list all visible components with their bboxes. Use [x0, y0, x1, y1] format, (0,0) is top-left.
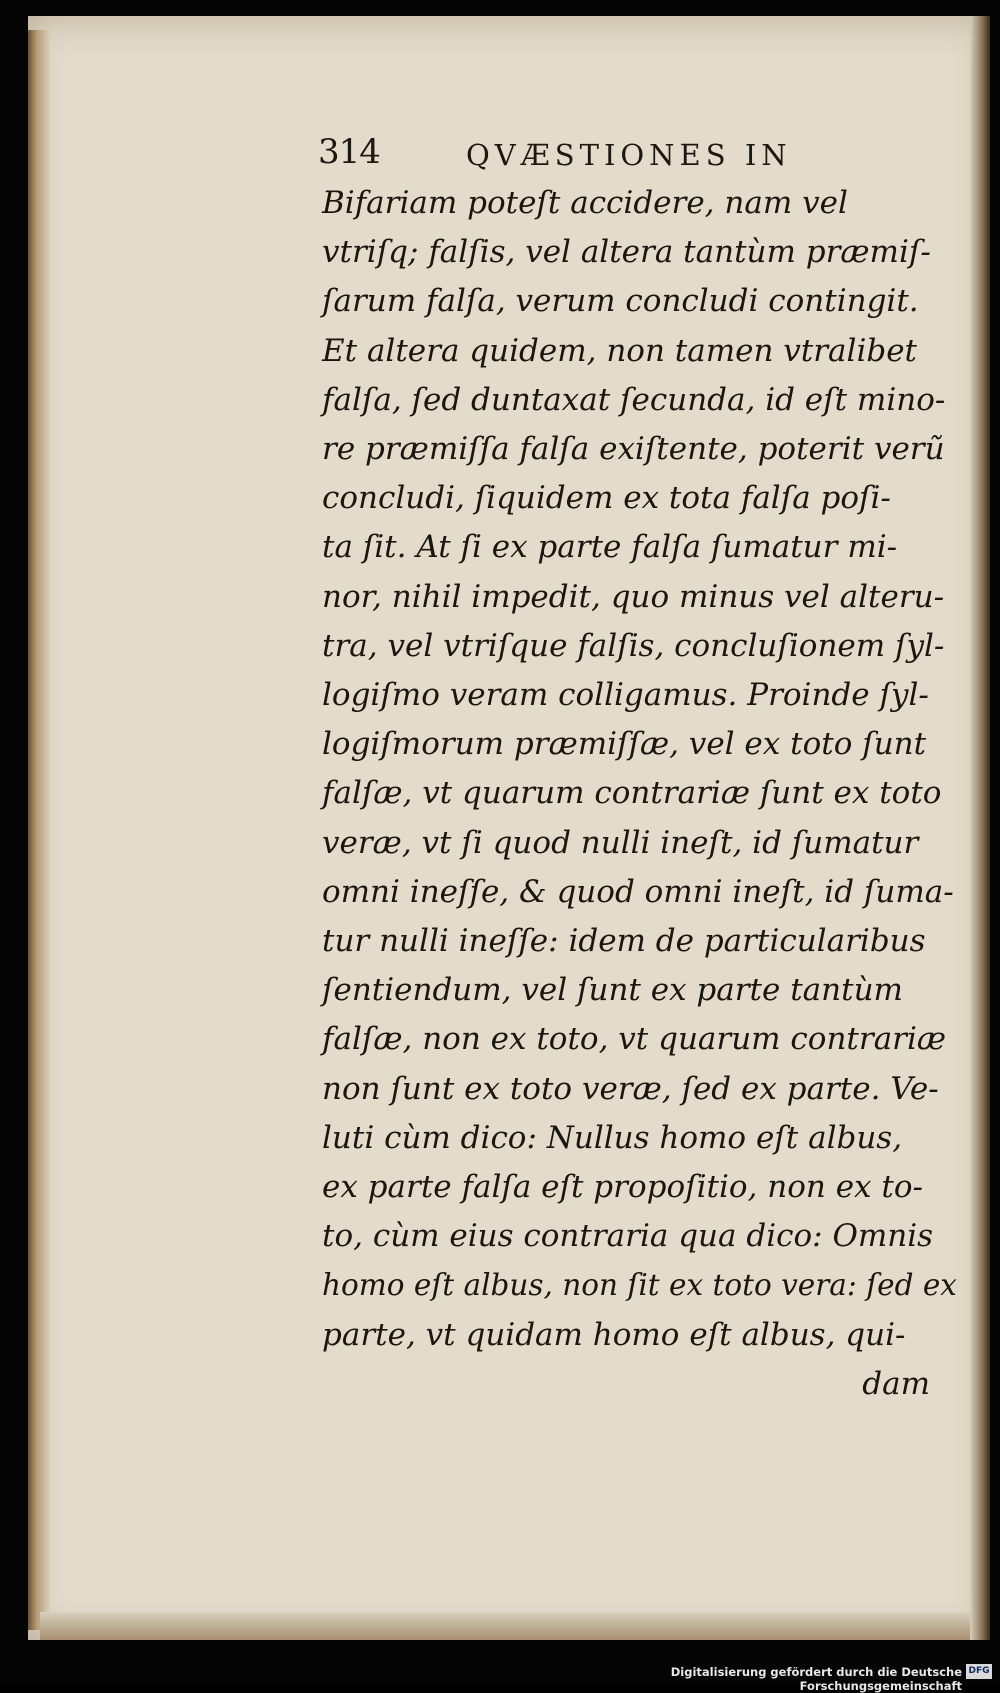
text-line: nor, nihil impedit, quo minus vel alteru- — [322, 578, 945, 615]
text-line: non ſunt ex toto veræ, ſed ex parte. Ve- — [322, 1070, 939, 1107]
text-line: concludi, ſiquidem ex tota falſa poſi- — [322, 480, 891, 517]
text-line: logiſmo veram colligamus. Proinde ſyl- — [322, 677, 929, 713]
running-head: QVÆSTIONES IN — [466, 138, 792, 172]
text-line: to, cùm eius contraria qua dico: Omnis — [322, 1218, 934, 1255]
page-header — [318, 132, 838, 180]
text-line: logiſmorum præmiſſæ, vel ex toto ſunt — [322, 726, 927, 763]
digitization-footer — [560, 1662, 1000, 1693]
text-line: homo eſt albus, non ſit ex toto vera: ſed ex — [322, 1268, 957, 1303]
text-line: luti cùm dico: Nullus homo eſt albus, — [322, 1119, 903, 1156]
text-line: ex parte falſa eſt propoſitio, non ex to- — [322, 1169, 923, 1205]
text-line: ſarum falſa, verum concludi contingit. — [322, 283, 919, 320]
text-line: ſentiendum, vel ſunt ex parte tantùm — [322, 972, 903, 1009]
text-line: Bifariam poteſt accidere, nam vel — [322, 185, 848, 221]
text-line: tur nulli ineſſe: idem de particularibus — [322, 923, 926, 959]
text-line: omni ineſſe, & quod omni ineſt, id ſuma- — [322, 873, 954, 910]
page-edge-left — [28, 30, 50, 1630]
text-body — [322, 178, 972, 1418]
footer-credit: Digitalisierung gefördert durch die Deutsche Forschungsgemeinschaft — [670, 1665, 962, 1693]
text-line: vtriſq; falſis, vel altera tantùm præmiſ- — [322, 234, 931, 271]
text-line: parte, vt quidam homo eſt albus, qui- — [322, 1316, 906, 1353]
page-edge-right — [970, 16, 990, 1640]
text-line: re præmiſſa falſa exiſtente, poterit verũ — [322, 431, 945, 467]
page-edge-bottom — [40, 1612, 985, 1640]
text-line: falſa, ſed duntaxat ſecunda, id eſt mino- — [322, 381, 946, 418]
text-line: tra, vel vtriſque falſis, concluſionem ſyl- — [322, 627, 945, 664]
text-line: ta ſit. At ſi ex parte falſa ſumatur mi- — [322, 529, 898, 566]
text-line: veræ, vt ſi quod nulli ineſt, id ſumatur — [322, 824, 919, 861]
text-line: Et altera quidem, non tamen vtralibet — [322, 332, 918, 369]
text-line: falſæ, vt quarum contrariæ ſunt ex toto — [322, 775, 942, 812]
page-number: 314 — [318, 132, 380, 172]
text-line: dam — [862, 1365, 930, 1402]
dfg-logo: DFG — [966, 1664, 992, 1679]
text-line: falſæ, non ex toto, vt quarum contrariæ — [322, 1021, 947, 1058]
